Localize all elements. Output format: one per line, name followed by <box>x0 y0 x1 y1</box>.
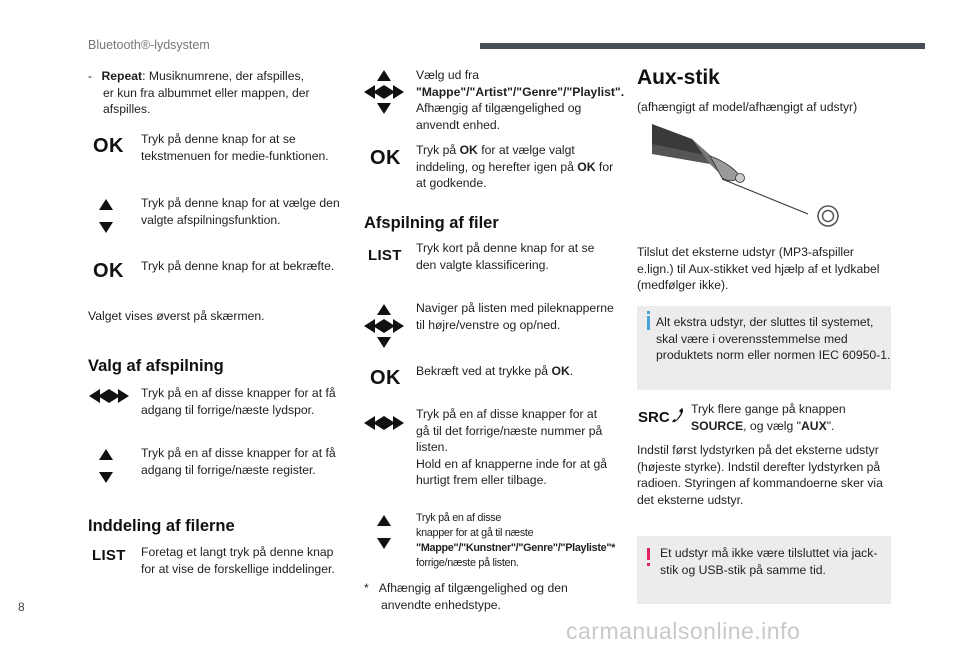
heading-aux-stik: Aux-stik <box>637 66 720 89</box>
repeat-text-3: afspilles. <box>103 102 151 116</box>
watermark: carmanualsonline.info <box>566 618 801 644</box>
ok-button-icon: OK <box>370 367 401 389</box>
warning-icon <box>647 548 650 560</box>
up-down-arrows-icon <box>99 199 113 233</box>
ok2-description: Tryk på denne knap for at bekræfte. <box>141 259 335 273</box>
nav-description: Naviger på listen med pileknapperne til højre/venstre og op/ned. <box>416 301 614 332</box>
up-down-arrows-icon <box>99 449 113 483</box>
footnote: * Afhængig af tilgængelighed og den anvendte enhedstype. <box>364 581 568 612</box>
info-icon <box>647 311 650 314</box>
jack-plug-illustration <box>652 124 842 226</box>
section-title: Bluetooth®-lydsystem <box>88 38 210 52</box>
ud2-description: Tryk på en af disse knapper for at få adgang til forrige/næste register. <box>141 446 336 477</box>
info-icon-bar <box>647 316 650 330</box>
ok-button-icon: OK <box>93 260 124 282</box>
repeat-text-2: er kun fra albummet eller mappen, der <box>103 85 310 100</box>
ok1-description: Tryk på denne knap for at se tekstmenuen for medie-funktionen. <box>141 132 329 163</box>
aux-subtitle: (afhængigt af model/afhængigt af udstyr) <box>637 100 858 114</box>
repeat-label: Repeat <box>101 69 143 83</box>
left-right-arrows-icon <box>364 416 404 430</box>
list2-description: Tryk kort på denne knap for at se den valgte klassificering. <box>416 241 595 272</box>
lr1-description: Tryk på en af disse knapper for at få adgang til forrige/næste lydspor. <box>141 386 336 417</box>
updown1-description: Tryk på denne knap for at vælge den valgte afspilningsfunktion. <box>141 196 340 227</box>
page-number: 8 <box>18 600 25 614</box>
header-bar <box>480 43 925 49</box>
ud3-description: Tryk på en af disse knapper for at gå til næste "Mappe"/"Kunstner"/"Genre"/"Playliste"* forrige/næste på listen. <box>416 512 616 569</box>
vaelg-description: Vælg ud fra "Mappe"/"Artist"/"Genre"/"Playlist". Afhængig af tilgængelighed og anvendt enhed. <box>416 68 625 132</box>
connect-instructions: Tilslut det eksterne udstyr (MP3-afspiller e.lign.) til Aux-stikket ved hjælp af et lydkabel (medfølger ikke). <box>637 245 880 292</box>
list-button-icon: LIST <box>92 547 126 564</box>
repeat-dash: - <box>88 69 93 83</box>
lr2-description: Tryk på en af disse knapper for at gå til det forrige/næste nummer på listen. Hold en af knapperne inde for at gå hurtigt frem eller tilbage. <box>416 407 608 487</box>
four-way-arrows-icon <box>364 70 404 114</box>
phone-hangup-icon <box>671 407 685 425</box>
src-description: Tryk flere gange på knappen SOURCE, og vælg "AUX". <box>691 402 846 433</box>
ok3-description: Tryk på OK for at vælge valgt inddeling, og herefter igen på OK for at godkende. <box>416 143 614 190</box>
list-button-icon: LIST <box>368 247 402 264</box>
heading-inddeling-af-filerne: Inddeling af filerne <box>88 517 235 535</box>
list1-description: Foretag et langt tryk på denne knap for at vise de forskellige inddelinger. <box>141 545 335 576</box>
ok4-description: Bekræft ved at trykke på OK. <box>416 364 574 378</box>
repeat-paragraph <box>88 68 310 118</box>
volume-instructions: Indstil først lydstyrken på det eksterne udstyr (højeste styrke). Indstil derefter lydstyrken på radioen. Styringen af kommandoerne sker via det eksterne udstyr. <box>637 443 883 507</box>
warning-icon-dot <box>647 563 650 566</box>
src-button-icon: SRC <box>638 409 670 426</box>
ok-button-icon: OK <box>93 135 124 157</box>
repeat-text-1: : Musiknumrene, der afspilles, <box>142 69 304 83</box>
info-text: Alt ekstra udstyr, der sluttes til systemet, skal være i overensstemmelse med produktets norm eller normen IEC 60950-1. <box>656 315 891 362</box>
heading-valg-af-afspilning: Valg af afspilning <box>88 357 224 375</box>
left-right-arrows-icon <box>89 389 129 403</box>
ok-button-icon: OK <box>370 147 401 169</box>
warning-text: Et udstyr må ikke være tilsluttet via jack- stik og USB-stik på samme tid. <box>660 546 878 577</box>
four-way-arrows-icon <box>364 304 404 348</box>
selection-note: Valget vises øverst på skærmen. <box>88 309 265 323</box>
up-down-arrows-icon <box>377 515 391 549</box>
heading-afspilning-af-filer: Afspilning af filer <box>364 214 499 232</box>
